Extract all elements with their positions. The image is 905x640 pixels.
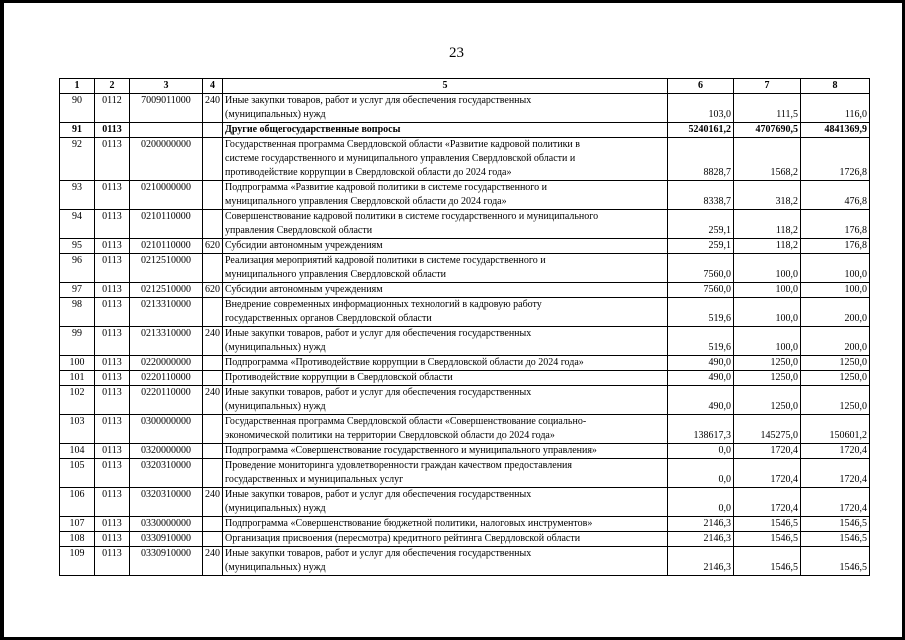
page-number: 23	[449, 45, 464, 61]
table-row	[60, 517, 870, 532]
amount-col8-cell: 1546,5	[801, 532, 870, 547]
row-number-cell: 96	[60, 254, 95, 283]
target-article-cell: 0330000000	[130, 517, 203, 532]
amount-col6-cell: 519,6	[668, 327, 734, 356]
expense-type-cell: 240	[203, 327, 223, 356]
amount-col6-cell: 0,0	[668, 488, 734, 517]
amount-col7-cell: 1546,5	[734, 532, 801, 547]
description-line: государственных и муниципальных услуг	[225, 474, 404, 485]
section-code-cell: 0113	[95, 181, 130, 210]
table-row	[60, 254, 870, 283]
target-article-cell: 0320310000	[130, 459, 203, 488]
expense-type-cell	[203, 356, 223, 371]
description-line: управления Свердловской области	[225, 225, 373, 236]
table-row	[60, 547, 870, 576]
description-line: (муниципальных) нужд	[225, 401, 326, 412]
amount-col8-cell: 116,0	[801, 94, 870, 123]
column-header: 7	[734, 79, 801, 94]
amount-col6-cell: 2146,3	[668, 517, 734, 532]
expense-type-cell	[203, 459, 223, 488]
description-cell	[223, 138, 668, 181]
amount-col7-cell: 1546,5	[734, 517, 801, 532]
description-line: Иные закупки товаров, работ и услуг для обеспечения государственных	[225, 328, 532, 339]
table-row	[60, 94, 870, 123]
target-article-cell	[130, 123, 203, 138]
description-line: Иные закупки товаров, работ и услуг для обеспечения государственных	[225, 489, 532, 500]
section-code-cell: 0113	[95, 532, 130, 547]
table-row	[60, 298, 870, 327]
table-header-row	[60, 79, 870, 94]
target-article-cell: 0210000000	[130, 181, 203, 210]
table-row	[60, 532, 870, 547]
description-line: Подпрограмма «Совершенствование государственного и муниципального управления»	[225, 445, 597, 456]
description-line: (муниципальных) нужд	[225, 503, 326, 514]
amount-col8-cell: 100,0	[801, 283, 870, 298]
amount-col6-cell: 0,0	[668, 444, 734, 459]
expense-type-cell	[203, 415, 223, 444]
section-code-cell: 0112	[95, 94, 130, 123]
amount-col6-cell: 490,0	[668, 386, 734, 415]
description-line: (муниципальных) нужд	[225, 342, 326, 353]
row-number-cell: 95	[60, 239, 95, 254]
description-line: Субсидии автономным учреждениям	[225, 284, 383, 295]
expense-type-cell	[203, 181, 223, 210]
amount-col7-cell: 1546,5	[734, 547, 801, 576]
description-cell	[223, 298, 668, 327]
amount-col7-cell: 1720,4	[734, 444, 801, 459]
amount-col6-cell: 519,6	[668, 298, 734, 327]
section-code-cell: 0113	[95, 415, 130, 444]
amount-col7-cell: 1720,4	[734, 459, 801, 488]
column-header: 3	[130, 79, 203, 94]
expense-type-cell	[203, 444, 223, 459]
section-code-cell: 0113	[95, 488, 130, 517]
target-article-cell: 0210110000	[130, 210, 203, 239]
row-number-cell: 107	[60, 517, 95, 532]
expense-type-cell	[203, 371, 223, 386]
expense-type-cell	[203, 298, 223, 327]
amount-col7-cell: 318,2	[734, 181, 801, 210]
row-number-cell: 109	[60, 547, 95, 576]
column-header: 8	[801, 79, 870, 94]
description-cell	[223, 415, 668, 444]
amount-col6-cell: 103,0	[668, 94, 734, 123]
amount-col7-cell: 100,0	[734, 254, 801, 283]
amount-col8-cell: 100,0	[801, 254, 870, 283]
row-number-cell: 104	[60, 444, 95, 459]
target-article-cell: 0330910000	[130, 532, 203, 547]
row-number-cell: 106	[60, 488, 95, 517]
description-line: Субсидии автономным учреждениям	[225, 240, 383, 251]
amount-col7-cell: 118,2	[734, 239, 801, 254]
amount-col7-cell: 1250,0	[734, 356, 801, 371]
row-number-cell: 94	[60, 210, 95, 239]
section-code-cell: 0113	[95, 239, 130, 254]
expense-type-cell: 620	[203, 239, 223, 254]
description-cell	[223, 210, 668, 239]
amount-col7-cell: 100,0	[734, 298, 801, 327]
table-row	[60, 444, 870, 459]
description-line: системе государственного и муниципального управления Свердловской области и	[225, 153, 576, 164]
column-header: 5	[223, 79, 668, 94]
amount-col8-cell: 176,8	[801, 239, 870, 254]
column-header: 1	[60, 79, 95, 94]
section-code-cell: 0113	[95, 547, 130, 576]
expense-type-cell: 620	[203, 283, 223, 298]
target-article-cell: 0320310000	[130, 488, 203, 517]
description-line: государственных органов Свердловской области	[225, 313, 432, 324]
amount-col8-cell: 4841369,9	[801, 123, 870, 138]
target-article-cell: 0200000000	[130, 138, 203, 181]
row-number-cell: 91	[60, 123, 95, 138]
amount-col8-cell: 1250,0	[801, 356, 870, 371]
section-code-cell: 0113	[95, 356, 130, 371]
description-cell	[223, 239, 668, 254]
amount-col6-cell: 8338,7	[668, 181, 734, 210]
section-code-cell: 0113	[95, 123, 130, 138]
amount-col7-cell: 118,2	[734, 210, 801, 239]
amount-col6-cell: 8828,7	[668, 138, 734, 181]
target-article-cell: 0210110000	[130, 239, 203, 254]
description-line: Совершенствование кадровой политики в системе государственного и муниципального	[225, 211, 599, 222]
description-cell	[223, 254, 668, 283]
description-line: противодействие коррупции в Свердловской области до 2024 года»	[225, 167, 512, 178]
description-line: Иные закупки товаров, работ и услуг для обеспечения государственных	[225, 548, 532, 559]
table-body	[60, 94, 870, 576]
description-cell	[223, 181, 668, 210]
amount-col7-cell: 100,0	[734, 283, 801, 298]
amount-col8-cell: 1546,5	[801, 517, 870, 532]
expense-type-cell: 240	[203, 94, 223, 123]
amount-col8-cell: 1726,8	[801, 138, 870, 181]
amount-col6-cell: 2146,3	[668, 547, 734, 576]
section-code-cell: 0113	[95, 210, 130, 239]
section-code-cell: 0113	[95, 371, 130, 386]
description-line: Государственная программа Свердловской области «Развитие кадровой политики в	[225, 139, 581, 150]
description-line: муниципального управления Свердловской области до 2024 года»	[225, 196, 507, 207]
target-article-cell: 7009011000	[130, 94, 203, 123]
amount-col7-cell: 4707690,5	[734, 123, 801, 138]
expense-type-cell	[203, 532, 223, 547]
table-row	[60, 415, 870, 444]
amount-col7-cell: 1568,2	[734, 138, 801, 181]
amount-col8-cell: 176,8	[801, 210, 870, 239]
table-row	[60, 356, 870, 371]
description-line: Подпрограмма «Совершенствование бюджетной политики, налоговых инструментов»	[225, 518, 593, 529]
amount-col7-cell: 145275,0	[734, 415, 801, 444]
expense-type-cell: 240	[203, 488, 223, 517]
description-line: муниципального управления Свердловской области	[225, 269, 446, 280]
description-cell	[223, 444, 668, 459]
amount-col8-cell: 1546,5	[801, 547, 870, 576]
target-article-cell: 0212510000	[130, 254, 203, 283]
expense-type-cell: 240	[203, 547, 223, 576]
amount-col6-cell: 2146,3	[668, 532, 734, 547]
amount-col7-cell: 1250,0	[734, 386, 801, 415]
row-number-cell: 101	[60, 371, 95, 386]
row-number-cell: 92	[60, 138, 95, 181]
amount-col6-cell: 490,0	[668, 371, 734, 386]
expense-type-cell	[203, 210, 223, 239]
amount-col8-cell: 150601,2	[801, 415, 870, 444]
description-line: экономической политики на территории Свердловской области до 2024 года»	[225, 430, 555, 441]
row-number-cell: 98	[60, 298, 95, 327]
amount-col7-cell: 111,5	[734, 94, 801, 123]
table-row	[60, 138, 870, 181]
expense-type-cell	[203, 517, 223, 532]
description-line: Иные закупки товаров, работ и услуг для обеспечения государственных	[225, 387, 532, 398]
row-number-cell: 93	[60, 181, 95, 210]
description-line: Другие общегосударственные вопросы	[225, 124, 401, 135]
amount-col7-cell: 1720,4	[734, 488, 801, 517]
amount-col7-cell: 100,0	[734, 327, 801, 356]
description-cell	[223, 327, 668, 356]
amount-col6-cell: 138617,3	[668, 415, 734, 444]
description-cell	[223, 371, 668, 386]
description-cell	[223, 547, 668, 576]
table-row	[60, 488, 870, 517]
amount-col8-cell: 1250,0	[801, 386, 870, 415]
description-line: Подпрограмма «Противодействие коррупции в Свердловской области до 2024 года»	[225, 357, 584, 368]
expense-type-cell	[203, 123, 223, 138]
amount-col6-cell: 7560,0	[668, 254, 734, 283]
description-cell	[223, 488, 668, 517]
target-article-cell: 0213310000	[130, 327, 203, 356]
row-number-cell: 102	[60, 386, 95, 415]
description-line: Противодействие коррупции в Свердловской области	[225, 372, 453, 383]
column-header: 2	[95, 79, 130, 94]
target-article-cell: 0220110000	[130, 386, 203, 415]
section-code-cell: 0113	[95, 298, 130, 327]
table-row	[60, 386, 870, 415]
description-cell	[223, 356, 668, 371]
section-code-cell: 0113	[95, 283, 130, 298]
description-cell	[223, 532, 668, 547]
description-line: Проведение мониторинга удовлетворенности граждан качеством предоставления	[225, 460, 572, 471]
amount-col8-cell: 476,8	[801, 181, 870, 210]
table-row	[60, 283, 870, 298]
table-row	[60, 239, 870, 254]
amount-col6-cell: 7560,0	[668, 283, 734, 298]
table-row	[60, 459, 870, 488]
target-article-cell: 0220110000	[130, 371, 203, 386]
row-number-cell: 97	[60, 283, 95, 298]
amount-col6-cell: 5240161,2	[668, 123, 734, 138]
table-row	[60, 181, 870, 210]
table-row	[60, 327, 870, 356]
row-number-cell: 103	[60, 415, 95, 444]
section-code-cell: 0113	[95, 459, 130, 488]
description-line: Реализация мероприятий кадровой политики в системе государственного и	[225, 255, 546, 266]
description-line: Государственная программа Свердловской области «Совершенствование социально-	[225, 416, 587, 427]
description-line: Внедрение современных информационных технологий в кадровую работу	[225, 299, 542, 310]
description-line: Организация присвоения (пересмотра) кредитного рейтинга Свердловской области	[225, 533, 581, 544]
section-code-cell: 0113	[95, 444, 130, 459]
description-cell	[223, 517, 668, 532]
amount-col8-cell: 1720,4	[801, 488, 870, 517]
target-article-cell: 0220000000	[130, 356, 203, 371]
amount-col6-cell: 259,1	[668, 239, 734, 254]
expense-type-cell	[203, 254, 223, 283]
amount-col7-cell: 1250,0	[734, 371, 801, 386]
table-row	[60, 123, 870, 138]
amount-col8-cell: 200,0	[801, 298, 870, 327]
table-row	[60, 371, 870, 386]
target-article-cell: 0330910000	[130, 547, 203, 576]
amount-col8-cell: 1250,0	[801, 371, 870, 386]
row-number-cell: 99	[60, 327, 95, 356]
section-code-cell: 0113	[95, 327, 130, 356]
description-line: Подпрограмма «Развитие кадровой политики в системе государственного и	[225, 182, 548, 193]
column-header: 6	[668, 79, 734, 94]
description-cell	[223, 386, 668, 415]
target-article-cell: 0320000000	[130, 444, 203, 459]
row-number-cell: 90	[60, 94, 95, 123]
description-cell	[223, 123, 668, 138]
description-line: (муниципальных) нужд	[225, 562, 326, 573]
amount-col8-cell: 1720,4	[801, 444, 870, 459]
row-number-cell: 100	[60, 356, 95, 371]
target-article-cell: 0212510000	[130, 283, 203, 298]
section-code-cell: 0113	[95, 517, 130, 532]
amount-col6-cell: 259,1	[668, 210, 734, 239]
description-line: (муниципальных) нужд	[225, 109, 326, 120]
budget-table	[59, 78, 870, 576]
section-code-cell: 0113	[95, 386, 130, 415]
row-number-cell: 108	[60, 532, 95, 547]
column-header: 4	[203, 79, 223, 94]
row-number-cell: 105	[60, 459, 95, 488]
amount-col8-cell: 200,0	[801, 327, 870, 356]
description-line: Иные закупки товаров, работ и услуг для обеспечения государственных	[225, 95, 532, 106]
description-cell	[223, 94, 668, 123]
expense-type-cell	[203, 138, 223, 181]
amount-col6-cell: 490,0	[668, 356, 734, 371]
target-article-cell: 0213310000	[130, 298, 203, 327]
amount-col6-cell: 0,0	[668, 459, 734, 488]
description-cell	[223, 459, 668, 488]
table-row	[60, 210, 870, 239]
section-code-cell: 0113	[95, 254, 130, 283]
section-code-cell: 0113	[95, 138, 130, 181]
expense-type-cell: 240	[203, 386, 223, 415]
target-article-cell: 0300000000	[130, 415, 203, 444]
amount-col8-cell: 1720,4	[801, 459, 870, 488]
description-cell	[223, 283, 668, 298]
